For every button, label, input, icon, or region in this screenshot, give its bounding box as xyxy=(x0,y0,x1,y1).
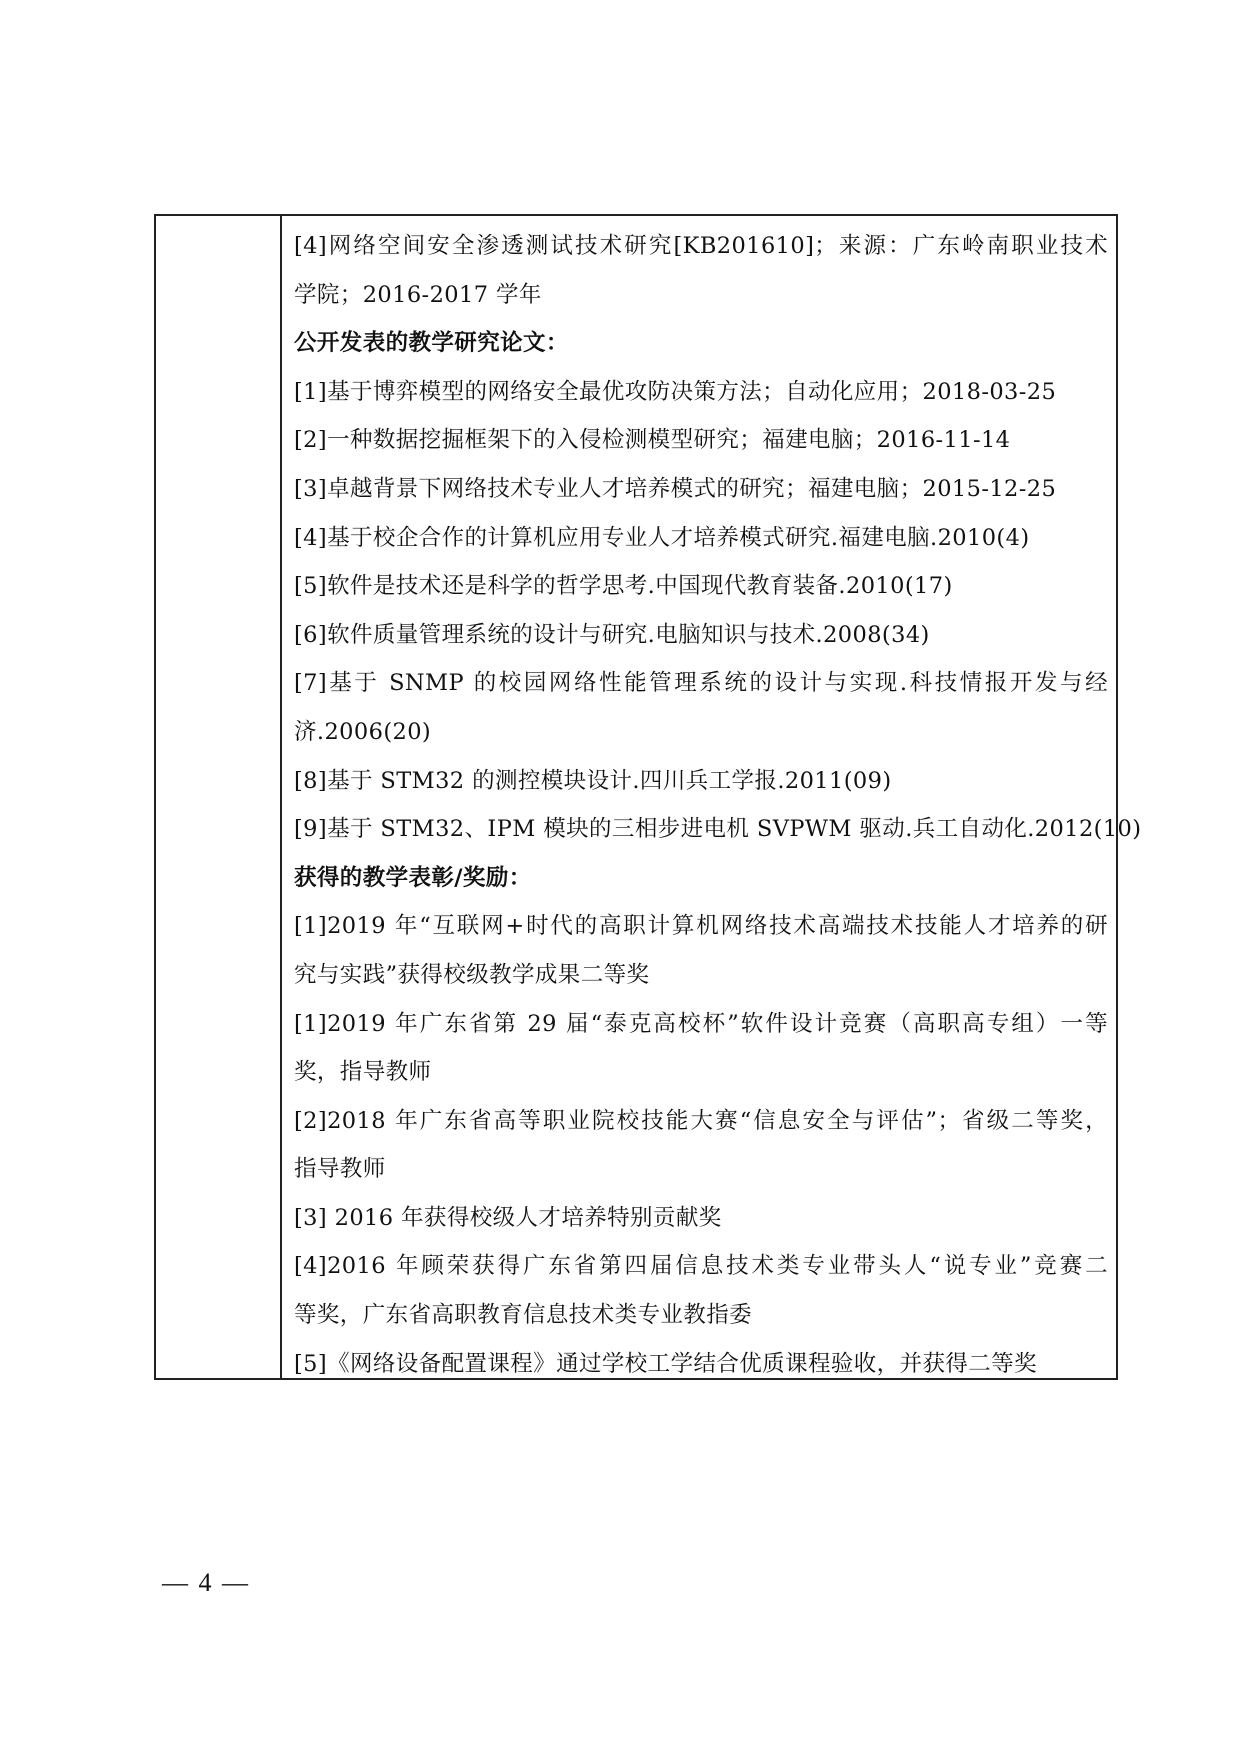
text-line: 奖，指导教师 xyxy=(294,1059,432,1086)
text-line: [7]基于 SNMP 的校园网络性能管理系统的设计与实现.科技情报开发与经 xyxy=(294,670,1108,697)
text-line: [4]网络空间安全渗透测试技术研究[KB201610]；来源：广东岭南职业技术 xyxy=(294,233,1108,259)
content-table xyxy=(154,214,1142,1380)
section-heading: 公开发表的教学研究论文： xyxy=(294,330,569,357)
text-line: [4]基于校企合作的计算机应用专业人才培养模式研究.福建电脑.2010(4) xyxy=(294,524,1030,551)
text-line: [5]软件是技术还是科学的哲学思考.中国现代教育装备.2010(17) xyxy=(294,573,953,600)
text-line: [3] 2016 年获得校级人才培养特别贡献奖 xyxy=(294,1204,722,1231)
text-line: 究与实践”获得校级教学成果二等奖 xyxy=(294,961,650,988)
text-line: 指导教师 xyxy=(294,1156,386,1183)
text-line: [3]卓越背景下网络技术专业人才培养模式的研究；福建电脑；2015-12-25 xyxy=(294,475,1057,502)
text-line: [4]2016 年顾荣获得广东省第四届信息技术类专业带头人“说专业”竞赛二 xyxy=(294,1253,1108,1280)
text-line: [2]一种数据挖掘框架下的入侵检测模型研究；福建电脑；2016-11-14 xyxy=(294,427,1011,454)
text-line: [5]《网络设备配置课程》通过学校工学结合优质课程验收，并获得二等奖 xyxy=(294,1350,1037,1377)
text-line: [1]2019 年“互联网+时代的高职计算机网络技术高端技术技能人才培养的研 xyxy=(294,913,1108,940)
text-line: 等奖，广东省高职教育信息技术类专业教指委 xyxy=(294,1302,753,1329)
text-line: 济.2006(20) xyxy=(294,718,432,745)
text-line: 学院；2016-2017 学年 xyxy=(294,281,542,308)
text-line: [1]基于博弈模型的网络安全最优攻防决策方法；自动化应用；2018-03-25 xyxy=(294,378,1057,405)
section-heading: 获得的教学表彰/奖励： xyxy=(294,864,532,891)
page-number: — 4 — xyxy=(162,1568,250,1597)
text-line: [2]2018 年广东省高等职业院校技能大赛“信息安全与评估”；省级二等奖， xyxy=(294,1107,1108,1134)
text-line: [1]2019 年广东省第 29 届“泰克高校杯”软件设计竞赛（高职高专组）一等 xyxy=(294,1010,1108,1037)
text-line: [9]基于 STM32、IPM 模块的三相步进电机 SVPWM 驱动.兵工自动化.2012(10) xyxy=(294,816,1142,843)
table-right-column xyxy=(294,222,1142,1388)
table-left-column xyxy=(156,216,282,1378)
text-line: [8]基于 STM32 的测控模块设计.四川兵工学报.2011(09) xyxy=(294,767,892,794)
text-line: [6]软件质量管理系统的设计与研究.电脑知识与技术.2008(34) xyxy=(294,621,930,648)
